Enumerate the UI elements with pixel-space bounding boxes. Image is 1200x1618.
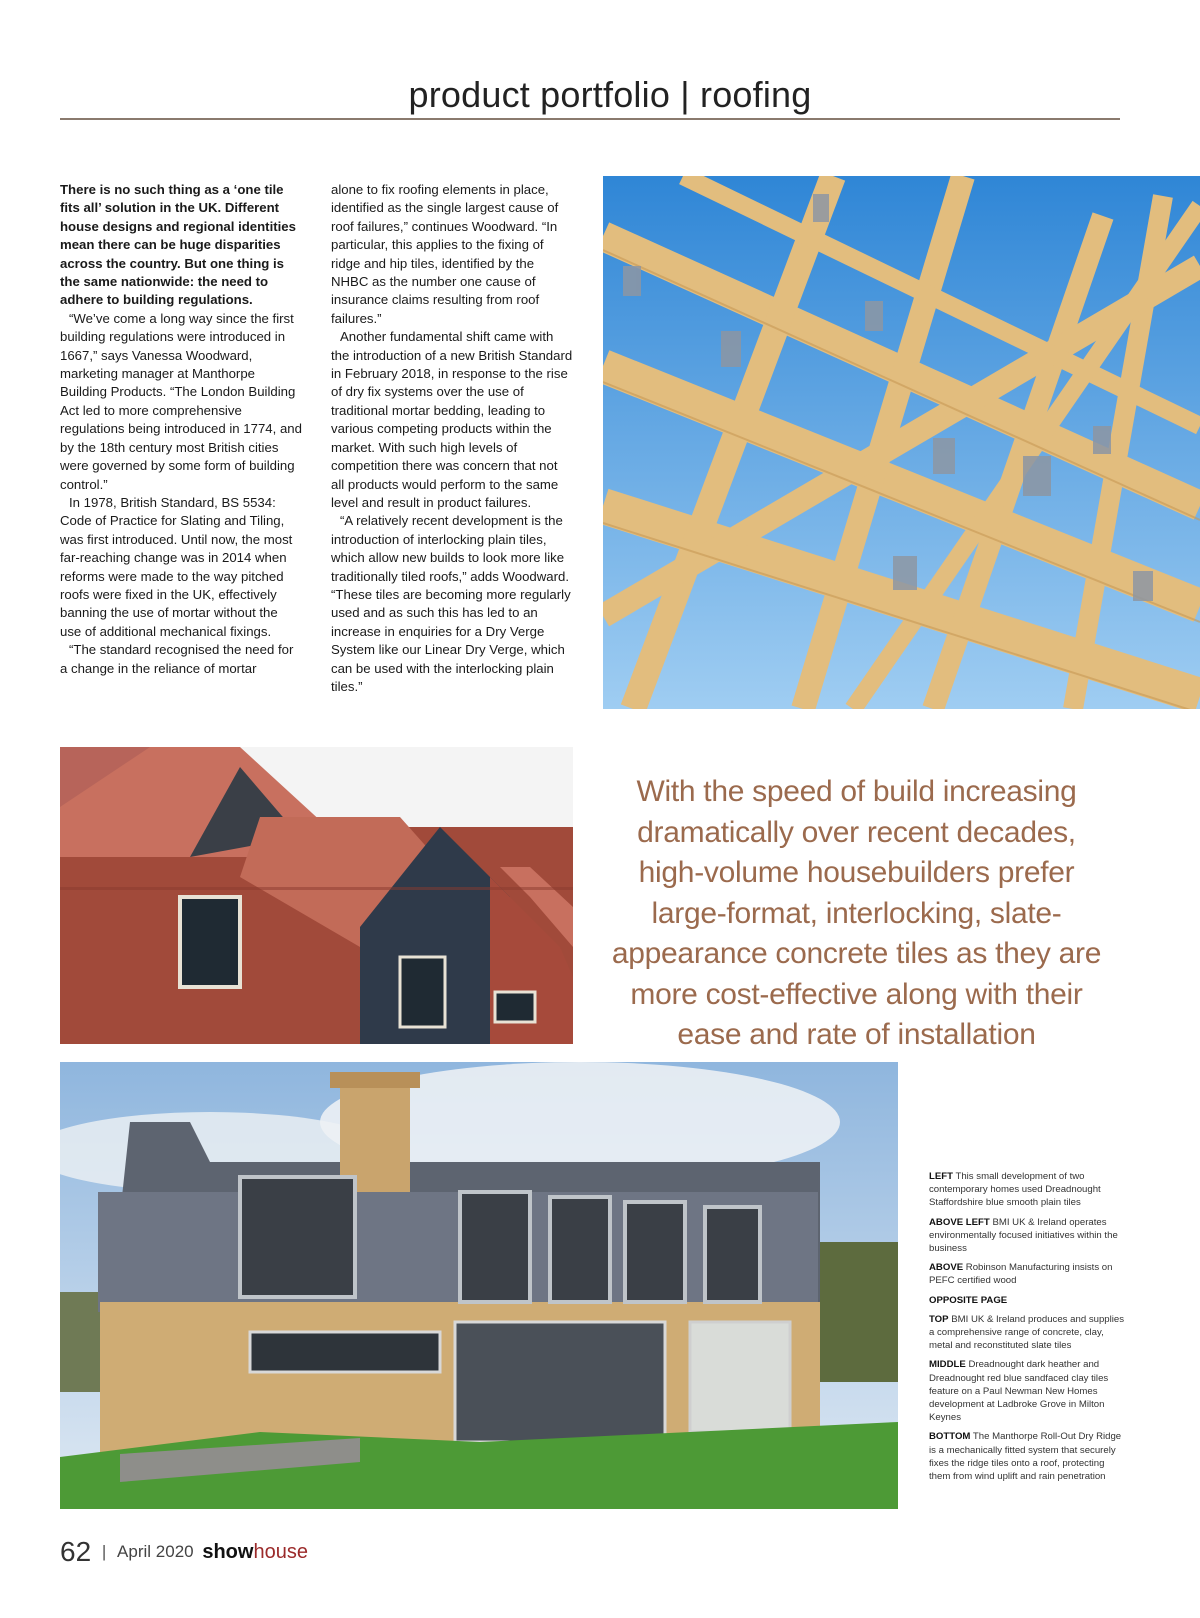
article-paragraph: “A relatively recent development is the introduction of interlocking plain tiles, which allow new builds to look more like traditionally tiled roofs,” adds Woodward. “These tiles are becoming more regularly used and as such this has led to an increase in enquiries for a Dry Verge System like our Linear Dry Verge, which can be used with the interlocking plain tiles.” <box>331 513 571 694</box>
header-rule <box>60 118 1120 120</box>
caption-label: ABOVE LEFT <box>929 1216 990 1228</box>
brand-light: house <box>253 1540 308 1563</box>
modern-house-photo <box>60 1062 898 1509</box>
page-footer <box>60 1536 308 1576</box>
caption-label: LEFT <box>929 1171 953 1182</box>
article-intro: There is no such thing as a ‘one tile fits all’ solution in the UK. Different house designs and regional identities mean there can be huge disparities across the country. But one thing is the same nationwide: the need to adhere to building regulations. <box>60 182 296 308</box>
caption-bottom <box>929 1430 1124 1483</box>
roof-trusses-photo <box>603 176 1200 709</box>
caption-text: The Manthorpe Roll-Out Dry Ridge is a mechanically fitted system that securely fixes the ridge tiles onto a roof, protecting them from wind uplift and rain penetration <box>929 1431 1122 1483</box>
brand-bold: show <box>202 1540 254 1563</box>
caption-top <box>929 1313 1124 1353</box>
article-paragraph: alone to fix roofing elements in place, identified as the single largest cause of roof failures,” continues Woodward. “In particular, this applies to the fixing of ridge and hip tiles, identified by the NHBC as the number one cause of insurance claims resulting from roof failures.” <box>331 182 559 326</box>
article-column-2 <box>331 181 573 696</box>
section-header: product portfolio | roofing <box>408 74 812 115</box>
article-paragraph: “The standard recognised the need for a change in the reliance of mortar <box>60 642 294 676</box>
caption-text: This small development of two contemporary homes used Dreadnought Staffordshire blue smooth plain tiles <box>929 1171 1101 1209</box>
caption-label: ABOVE <box>929 1262 964 1274</box>
caption-above <box>929 1261 1124 1287</box>
caption-text: Dreadnought dark heather and Dreadnought red blue sandfaced clay tiles feature on a Paul Newman New Homes development at Ladbroke Grove in Milton Keynes <box>929 1359 1109 1424</box>
article-paragraph: “We’ve come a long way since the first building regulations were introduced in 1667,” says Vanessa Woodward, marketing manager at Manthorpe Building Products. “The London Building Act led to more comprehensive regulations being introduced in 1774, and by the 18th century most British cities were governed by some form of building control.” <box>60 310 302 492</box>
caption-opposite-page <box>929 1294 1124 1307</box>
caption-above-left <box>929 1216 1124 1256</box>
caption-label: TOP <box>929 1313 949 1325</box>
article-paragraph: Another fundamental shift came with the introduction of a new British Standard in February 2018, in response to the rise of dry fix systems over the use of traditional mortar bedding, leading to various competing products within the market. With such high levels of competition there was concern that not all products would perform to the same level and result in product failures. <box>331 329 573 510</box>
caption-middle <box>929 1358 1124 1424</box>
article-column-1 <box>60 181 302 678</box>
caption-label: OPPOSITE PAGE <box>929 1294 1008 1306</box>
article-paragraph: In 1978, British Standard, BS 5534: Code of Practice for Slating and Tiling, was first introduced. Until now, the most far-reaching change was in 2014 when reforms were made to the way pitched roofs were fixed in the UK, effectively banning the use of mortar without the use of additional mechanical fixings. <box>60 494 293 639</box>
page-number: 62 <box>60 1536 92 1567</box>
caption-left <box>929 1170 1124 1210</box>
caption-label: BOTTOM <box>929 1431 971 1443</box>
brick-houses-photo <box>60 747 573 1044</box>
caption-text: BMI UK & Ireland operates environmentally focused initiatives within the business <box>929 1216 1118 1255</box>
caption-label: MIDDLE <box>929 1359 966 1371</box>
photo-captions <box>929 1170 1124 1489</box>
magazine-brand <box>202 1541 308 1563</box>
caption-text: Robinson Manufacturing insists on PEFC certified wood <box>929 1262 1113 1287</box>
pull-quote: With the speed of build increasing dramatically over recent decades, high-volume housebuilders prefer large-format, interlocking, slate-appearance concrete tiles as they are more cost-effective along with their ease and rate of installation <box>611 775 1102 1051</box>
footer-separator: | <box>101 1542 107 1561</box>
issue-date: April 2020 <box>117 1542 194 1561</box>
caption-text: BMI UK & Ireland produces and supplies a comprehensive range of concrete, clay, metal and reconstituted slate tiles <box>929 1313 1125 1352</box>
